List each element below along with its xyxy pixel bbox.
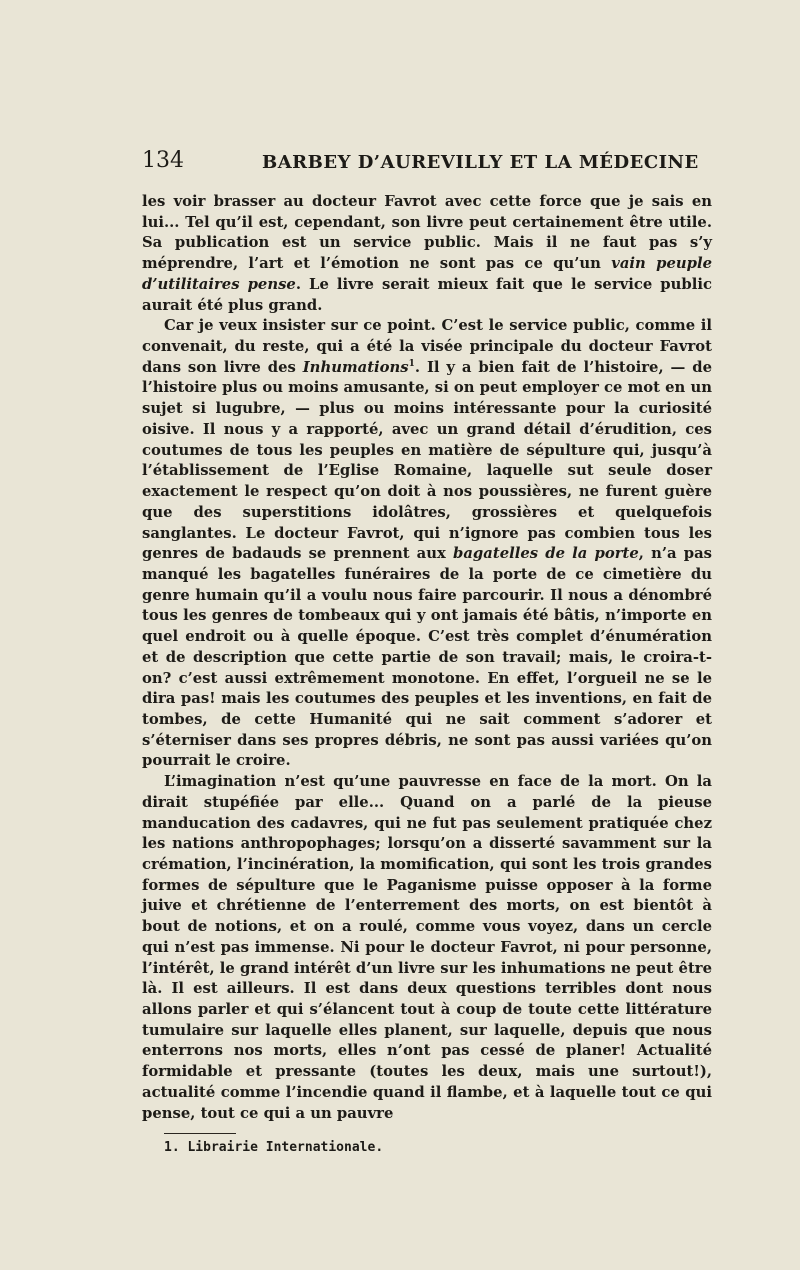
text-run: , n’a pas manqué les bagatelles funéraires de la porte de ce cimetière du genre humain qu’il a voulu nous faire parcourir. Il nous a dénombré tous les genres de tombeaux qui y ont jamais été bâtis, n’importe en quel endroit ou à quelle époque. C’est très complet d’énumération et de description que cette partie de son travail; mais, le croira-t-on? c’est aussi extrêmement monotone. En effet, l’orgueil ne se le dira pas! mais les coutumes des peuples et les inventions, en fait de tombes, de cette Humanité qui ne sait comment s’adorer et s’éterniser dans ses propres débris, ne sont pas aussi variées qu’on pourrait le croire. xyxy=(142,545,712,770)
paragraph xyxy=(142,772,712,1124)
text-run: . Le livre serait mieux fait que le service public aurait été plus grand. xyxy=(142,275,713,314)
footnote-marker: 1 xyxy=(408,358,415,369)
text-run: Car je veux insister sur ce point. C’est le service public, comme il convenait, du reste, qui a été la visée principale du docteur Favrot dans son livre des xyxy=(142,317,712,376)
italic-run: Inhumations xyxy=(302,358,409,376)
italic-run: vain peuple d’utilitaires pense xyxy=(142,255,712,293)
text-run: . Il y a bien fait de l’histoire, — de l’histoire plus ou moins amusante, si on peut employer ce mot en un sujet si lugubre, — plus ou moins intéressante pour la curiosité oisive. Il nous y a rapporté, avec un grand détail d’érudition, ces coutumes de tous les peuples en matière de sépulture qui, jusqu’à l’établissement de l’Eglise Romaine, laquelle sut seule doser exactement le respect qu’on doit à nos poussières, ne furent guère que des superstitions idolâtres, grossières et quelquefois sanglantes. Le docteur Favrot, qui n’ignore pas combien tous les genres de badauds se prennent aux xyxy=(142,358,712,563)
paragraph xyxy=(142,316,712,772)
footnote-rule xyxy=(164,1133,236,1134)
page-header xyxy=(142,148,712,178)
running-title: BARBEY D’AUREVILLY ET LA MÉDECINE xyxy=(262,152,699,173)
text-run: les voir brasser au docteur Favrot avec cette force que je sais en lui... Tel qu’il est, cependant, son livre peut certainement être utile. Sa publication est un service public. Mais il ne faut pas s’y méprendre, l’art et l’émotion ne sont pas ce qu’un xyxy=(142,193,712,273)
footnote: 1. Librairie Internationale. xyxy=(164,1140,384,1155)
body-text xyxy=(142,192,712,1124)
paragraph xyxy=(142,192,712,316)
italic-run: bagatelles de la porte xyxy=(453,545,639,563)
page-number: 134 xyxy=(142,148,184,173)
text-run: L’imagination n’est qu’une pauvresse en face de la mort. On la dirait stupéfiée par elle... Quand on a parlé de la pieuse manducation des cadavres, qui ne fut pas seulement pratiquée chez les nations anthropophages; lorsqu’on a disserté savamment sur la crémation, l’incinération, la momification, qui sont les trois grandes formes de sépulture que le Paganisme puisse opposer à la forme juive et chrétienne de l’enterrement des morts, on est bientôt à bout de notions, et on a roulé, comme vous voyez, dans un cercle qui n’est pas immense. Ni pour le docteur Favrot, ni pour personne, l’intérêt, le grand intérêt d’un livre sur les inhumations ne peut être là. Il est ailleurs. Il est dans deux questions terribles dont nous allons parler et qui s’élancent tout à coup de toute cette littérature tumulaire sur laquelle elles planent, sur laquelle, depuis que nous enterrons nos morts, elles n’ont pas cessé de planer! Actualité formidable et pressante (toutes les deux, mais une surtout!), actualité comme l’incendie quand il flambe, et à laquelle tout ce qui pense, tout ce qui a un pauvre xyxy=(142,773,712,1122)
